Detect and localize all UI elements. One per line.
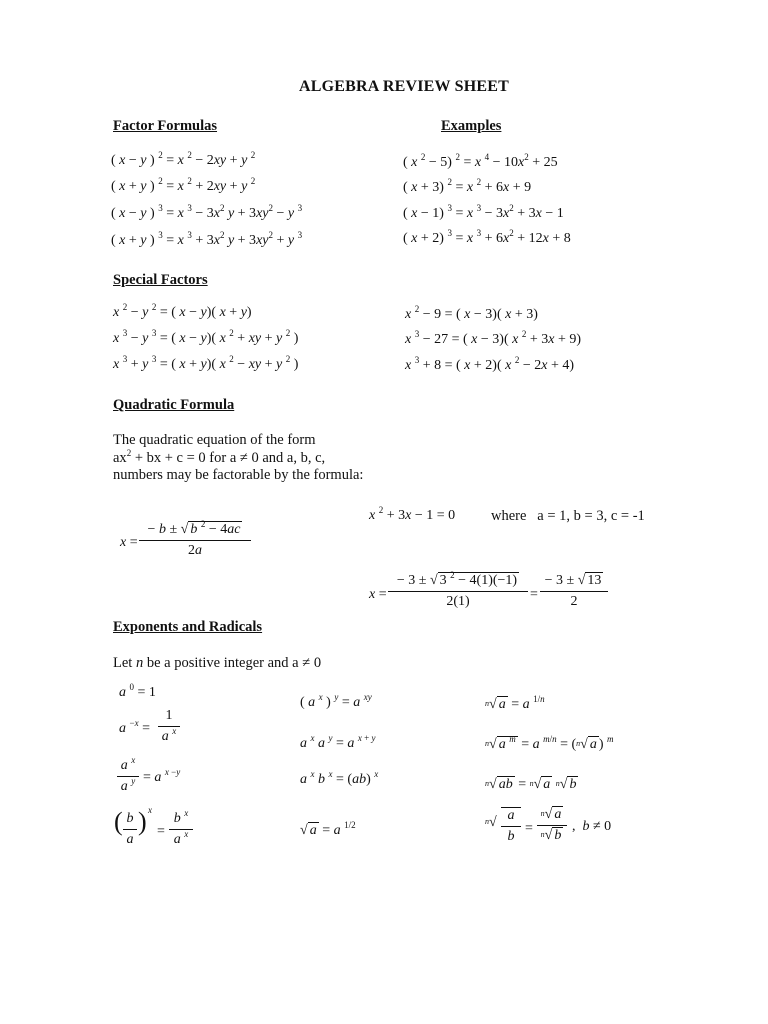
example-sum-square: ( x + 3) $^2$ = x $^2$ + 6x + 9 bbox=[403, 177, 532, 195]
rule-nth-root-product: n√ ab = n√ a n√ b bbox=[485, 777, 577, 792]
rule-zero-exponent: a $^0$ = 1 bbox=[119, 682, 156, 700]
rule-power-of-product: a $^x$ b $^x$ = (ab) $^x$ bbox=[300, 769, 379, 787]
page-title: ALGEBRA REVIEW SHEET bbox=[299, 78, 509, 95]
exponents-intro: Let n be a positive integer and a ≠ 0 bbox=[113, 655, 322, 671]
special-example-sum-cubes: x $^3$ + 8 = ( x + 2)( x $^2$ − 2x + 4) bbox=[405, 355, 575, 373]
rule-power-of-power: ( a $^x$ ) $^y$ = a $^{xy}$ bbox=[300, 692, 372, 710]
quadratic-example-coefficients: where a = 1, b = 3, c = -1 bbox=[491, 508, 645, 524]
formula-sum-cube: ( x + y ) $^3$ = x $^3 + 3x^2$ $y + 3xy^2 + y$ $^3$ bbox=[111, 230, 303, 248]
example-diff-cube: ( x − 1) $^3$ = x $^3 - 3x^2 + 3x - 1$ bbox=[403, 203, 564, 221]
quadratic-intro-line-3: numbers may be factorable by the formula: bbox=[113, 467, 364, 483]
quadratic-intro-line-2: $ax^2$ + bx + c = 0 for a ≠ 0 and a, b, c, bbox=[113, 448, 326, 466]
special-example-diff-squares: x $^2$ − 9 = ( x − 3)( x + 3) bbox=[405, 304, 538, 322]
quadratic-example-equation: x $^2$ + 3x − 1 = 0 bbox=[369, 505, 456, 523]
rule-quotient-rhs: = a $^{x -y}$ bbox=[143, 767, 181, 785]
equals-sign: = bbox=[530, 587, 538, 602]
formula-diff-cube: ( x − y ) $^3$ = x $^3 - 3x^2$ $y + 3xy^2 - y$ $^3$ bbox=[111, 203, 303, 221]
example-sum-cube: ( x + 2) $^3$ = x $^3 + 6x^2 + 12x + 8$ bbox=[403, 228, 571, 246]
formula-sum-square: ( x + y ) $^2$ = x $^2$ + 2xy + y $^2$ bbox=[111, 176, 256, 194]
special-diff-squares: x $^2$ − y $^2$ = ( x − y)( x + y) bbox=[113, 302, 252, 320]
heading-special-factors: Special Factors bbox=[113, 272, 208, 288]
rule-nth-root: n√ a = a $^{1/n}$ bbox=[485, 694, 545, 712]
special-sum-cubes: x $^3$ + y $^3$ = ( x + y)( x $^2$ − xy + y $^2$ ) bbox=[113, 354, 299, 372]
heading-quadratic-formula: Quadratic Formula bbox=[113, 397, 235, 413]
special-example-diff-cubes: x $^3$ − 27 = ( x − 3)( x $^2$ + 3x + 9) bbox=[405, 329, 582, 347]
quadratic-example-fraction-1: − 3 ± √ 3 $^2$ − 4(1)(−1) 2(1) bbox=[388, 573, 528, 610]
rule-quotient-fraction: a $^x$ a $^y$ bbox=[117, 758, 139, 795]
formula-diff-square: ( x − y ) $^2$ = x $^2$ − 2xy + y $^2$ bbox=[111, 150, 256, 168]
rule-product: a $^x$ a $^y$ = a $^{x + y}$ bbox=[300, 733, 376, 751]
special-diff-cubes: x $^3$ − y $^3$ = ( x − y)( x $^2$ + xy + y $^2$ ) bbox=[113, 328, 299, 346]
rule-nth-root-power: n√ a $^m$ = a $^{m/n}$ = (n√ a ) $^m$ bbox=[485, 734, 614, 752]
quadratic-example-lhs: x = bbox=[369, 587, 387, 602]
rule-negative-exponent-lhs: a $^{-x}$ = bbox=[119, 718, 150, 736]
heading-examples: Examples bbox=[441, 118, 502, 134]
heading-exponents-radicals: Exponents and Radicals bbox=[113, 619, 263, 635]
quadratic-intro-line-1: The quadratic equation of the form bbox=[113, 432, 316, 448]
quadratic-formula-lhs: x = bbox=[120, 535, 138, 550]
example-diff-square: ( x $^2$ − 5) $^2$ = x $^4 - 10x^2 + 25$ bbox=[403, 152, 558, 170]
rule-negative-exponent-fraction: 1 a $^x$ bbox=[158, 708, 180, 745]
quadratic-formula-fraction: − b ± √ b $^2$ − 4ac 2a bbox=[139, 522, 251, 559]
rule-square-root: √ a = a $^{1/2}$ bbox=[300, 820, 356, 838]
quadratic-example-fraction-2: − 3 ± √ 13 2 bbox=[540, 573, 608, 610]
heading-factor-formulas: Factor Formulas bbox=[113, 118, 218, 134]
